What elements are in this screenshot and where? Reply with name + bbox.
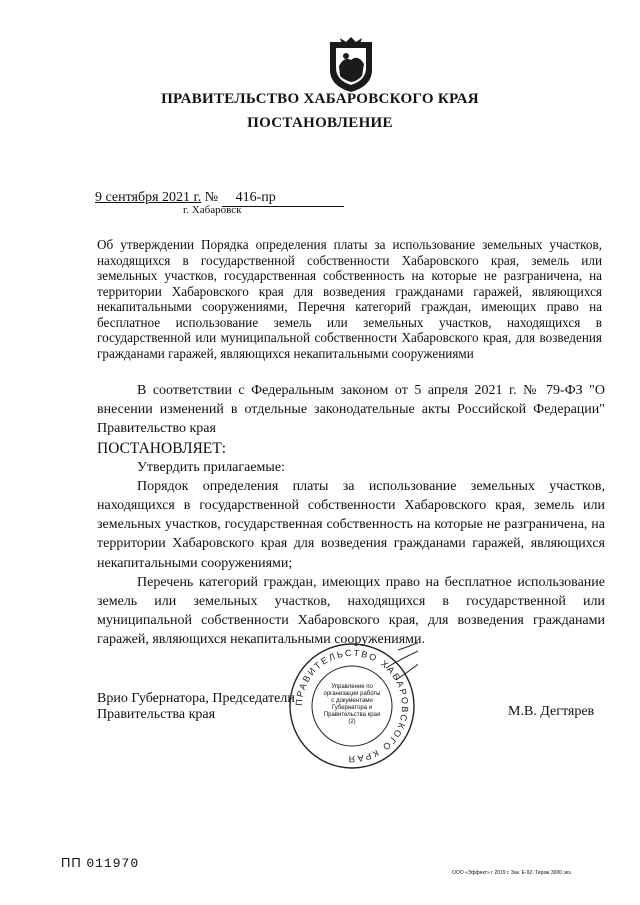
approve-line: Утвердить прилагаемые:	[137, 459, 285, 475]
list-item: Перечень категорий граждан, имеющих право на бесплатное использование земель или земельных участков, находящихся в государственной или муниципальной собственности Хабаровского края, для возведения гражданами гаражей, являющихся некапитальными сооружениями.	[97, 574, 605, 648]
blank-series: ПП	[61, 855, 82, 870]
position-line: Врио Губернатора, Председатели	[97, 691, 295, 706]
city: г. Хабаровск	[183, 204, 242, 216]
stamp-ring-text: ПРАВИТЕЛЬСТВО ХАБАРОВСКОГО КРАЯ	[293, 647, 411, 765]
document-type: ПОСТАНОВЛЕНИЕ	[247, 115, 393, 131]
blank-number: 011970	[86, 856, 140, 871]
decree-word: ПОСТАНОВЛЯЕТ:	[97, 439, 227, 457]
position-line: Правительства края	[97, 707, 216, 722]
list-item: Порядок определения платы за использование земельных участков, находящихся в государственной собственности Хабаровского края, земель или земельных участков, государственная собственность на которые не разграничена, на территории Хабаровского края для возведения гражданами гаражей, являющихся некапитальными сооружениями;	[97, 478, 605, 571]
document-number: 416-пр	[222, 190, 344, 207]
stamp-number: (2)	[348, 719, 356, 725]
stamp-center	[322, 684, 382, 726]
coat-of-arms-icon	[326, 36, 376, 94]
stamp-center-text: Управление по организации работы с документами Губернатора и Правительства края	[323, 684, 381, 718]
signatory-name: М.В. Дегтярев	[508, 704, 595, 719]
document-title: Об утверждении Порядка определения платы за использование земельных участков, находящихся в государственной собственности Хабаровского края, земель или земельных участков, государственная собственность на которые не разграничена, на территории Хабаровского края для возведения гражданами гаражей, являющихся некапитальными сооружениями, Перечня категорий граждан, имеющих право на бесплатное использование земель или земельных участков, находящихся в государственной или муниципальной собственности Хабаровского края, для возведения гражданами гаражей, являющихся некапитальными сооружениями	[97, 237, 602, 361]
document-body	[97, 381, 605, 650]
preamble: В соответствии с Федеральным законом от 5 апреля 2021 г. № 79-ФЗ "О внесении изменений в отдельные законодательные акты Российской Федерации" Правительство края	[97, 383, 605, 437]
number-sign: №	[204, 190, 219, 205]
printer-info: ООО «Эффект» г 2019 г. Зак. Е-92. Тираж 3000 экз.	[452, 870, 572, 876]
organization-name: ПРАВИТЕЛЬСТВО ХАБАРОВСКОГО КРАЯ	[161, 91, 479, 107]
signatory-position	[97, 691, 295, 723]
document-date: 9 сентября 2021 г.	[95, 190, 202, 205]
blank-serial	[61, 855, 139, 871]
